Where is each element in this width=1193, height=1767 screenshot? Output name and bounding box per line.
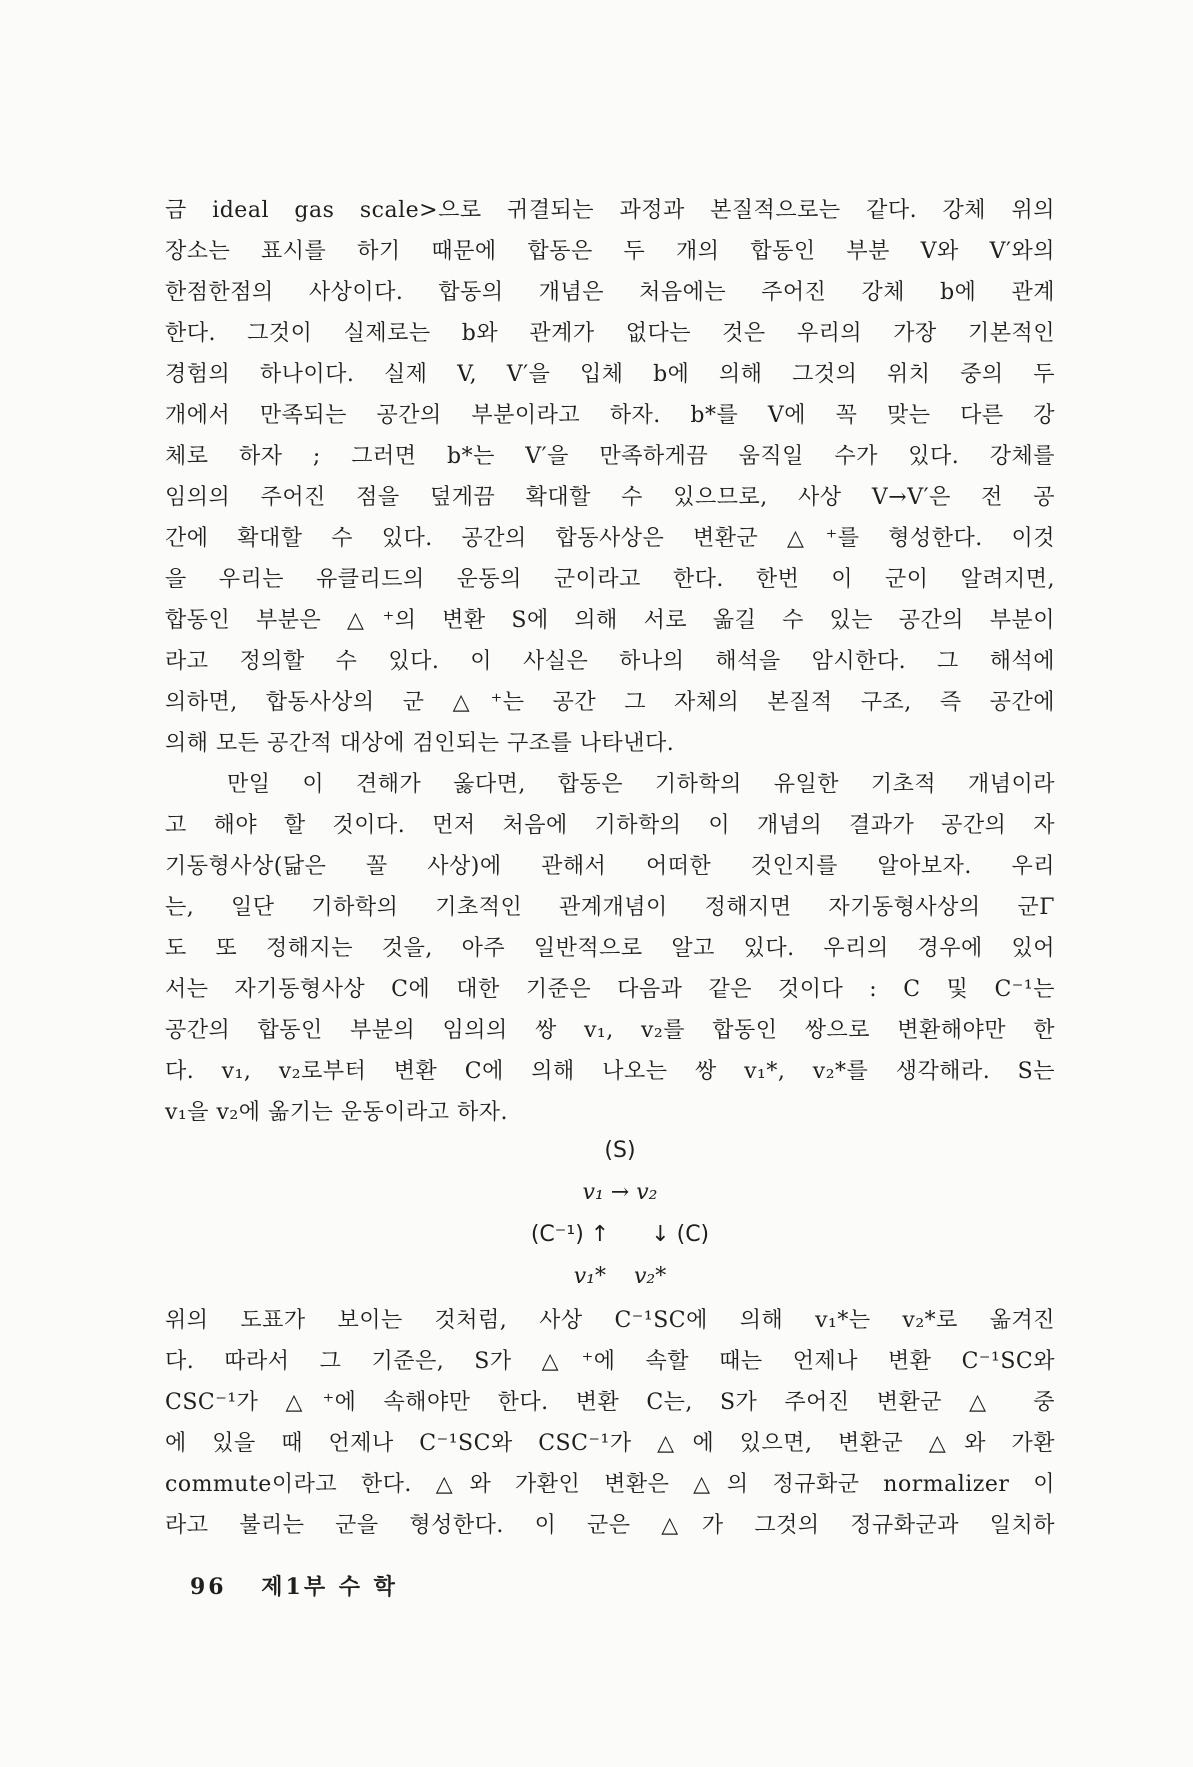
body-text-upper [165,190,1055,1133]
text-line: 고 해야 할 것이다. 먼저 처음에 기하학의 이 개념의 결과가 공간의 자 [165,813,1055,838]
text-line: 한다. 그것이 실제로는 b와 관계가 없다는 것은 우리의 가장 기본적인 [165,321,1055,346]
page-number: 96 [190,1574,227,1600]
text-line: 라고 정의할 수 있다. 이 사실은 하나의 해석을 암시한다. 그 해석에 [165,649,1055,674]
paragraph-2 [165,764,1055,1133]
text-line: 다. 따라서 그 기준은, S가 △⁺에 속할 때는 언제나 변환 C⁻¹SC와 [165,1349,1055,1374]
text-line: 에 있을 때 언제나 C⁻¹SC와 CSC⁻¹가 △에 있으면, 변환군 △와 가환 [165,1431,1055,1456]
text-line: 의해 모든 공간적 대상에 검인되는 구조를 나타낸다. [165,731,675,756]
text-line: 장소는 표시를 하기 때문에 합동은 두 개의 합동인 부분 V와 V′와의 [165,239,1055,264]
diagram-top-label: (S) [604,1138,636,1163]
text-line: 체로 하자 ; 그러면 b*는 V′을 만족하게끔 움직일 수가 있다. 강체를 [165,444,1055,469]
diagram-bottom-row: v₁* v₂* [573,1264,667,1289]
diagram-arrows-row: (C⁻¹) ↑ ↓ (C) [530,1222,710,1247]
body-text-lower [165,1300,1055,1546]
paragraph-3 [165,1300,1055,1546]
text-line: 한점한점의 사상이다. 합동의 개념은 처음에는 주어진 강체 b에 관계 [165,280,1055,305]
page-footer [190,1570,422,1601]
text-line: 다. v₁, v₂로부터 변환 C에 의해 나오는 쌍 v₁*, v₂*를 생각해라. S는 [165,1059,1055,1084]
paragraph-1 [165,190,1055,764]
text-line: 위의 도표가 보이는 것처럼, 사상 C⁻¹SC에 의해 v₁*는 v₂*로 옮겨진 [165,1308,1055,1333]
text-line: 의하면, 합동사상의 군 △⁺는 공간 그 자체의 본질적 구조, 즉 공간에 [165,690,1055,715]
text-line: 기동형사상(닮은 꼴 사상)에 관해서 어떠한 것인지를 알아보자. 우리 [165,854,1055,879]
text-line: 라고 불리는 군을 형성한다. 이 군은 △가 그것의 정규화군과 일치하 [165,1513,1055,1538]
text-line: 공간의 합동인 부분의 임의의 쌍 v₁, v₂를 합동인 쌍으로 변환해야만 한 [165,1018,1055,1043]
text-line: v₁을 v₂에 옮기는 운동이라고 하자. [165,1100,508,1125]
text-line: 는, 일단 기하학의 기초적인 관계개념이 정해지면 자기동형사상의 군Γ [165,895,1055,920]
text-line: 서는 자기동형사상 C에 대한 기준은 다음과 같은 것이다 : C 및 C⁻¹는 [165,977,1055,1002]
text-line: 임의의 주어진 점을 덮게끔 확대할 수 있으므로, 사상 V→V′은 전 공 [165,485,1055,510]
text-line: 경험의 하나이다. 실제 V, V′을 입체 b에 의해 그것의 위치 중의 두 [165,362,1055,387]
text-line: 금 ideal gas scale>으로 귀결되는 과정과 본질적으로는 같다. 강체 위의 [165,198,1055,223]
text-line: CSC⁻¹가 △⁺에 속해야만 한다. 변환 C는, S가 주어진 변환군 △ 중 [165,1390,1055,1415]
text-line: 만일 이 견해가 옳다면, 합동은 기하학의 유일한 기초적 개념이라 [227,772,1055,797]
section-title: 제1부 수 학 [261,1574,398,1600]
text-line: 개에서 만족되는 공간의 부분이라고 하자. b*를 V에 꼭 맞는 다른 강 [165,403,1055,428]
text-line: 을 우리는 유클리드의 운동의 군이라고 한다. 한번 이 군이 알려지면, [165,567,1055,592]
text-line: 간에 확대할 수 있다. 공간의 합동사상은 변환군 △⁺를 형성한다. 이것 [165,526,1055,551]
text-line: 도 또 정해지는 것을, 아주 일반적으로 알고 있다. 우리의 경우에 있어 [165,936,1055,961]
text-line: 합동인 부분은 △⁺의 변환 S에 의해 서로 옮길 수 있는 공간의 부분이 [165,608,1055,633]
commutative-diagram [450,1130,790,1298]
diagram-middle-row: v₁ → v₂ [582,1180,658,1205]
text-line: commute이라고 한다. △와 가환인 변환은 △의 정규화군 normalizer 이 [165,1472,1055,1497]
